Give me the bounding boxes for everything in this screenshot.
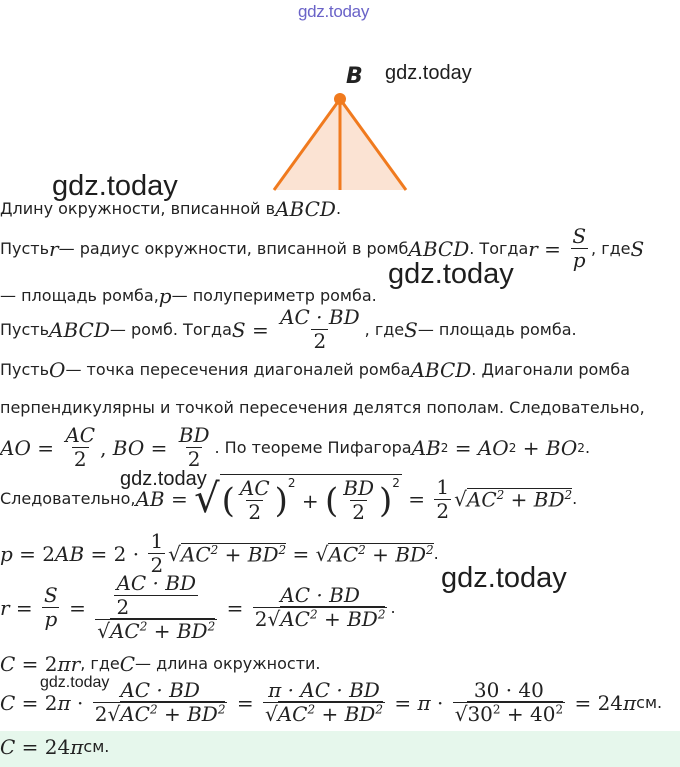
line-10: r = $\frac{S}{p}$ = $\frac{\frac{AC \cdot BD}{2}}{√AC^2 + BD^2}$ = $\frac{AC \cdot BD}{2√AC^2 + BD^2}$ . <box>0 571 396 643</box>
watermark: gdz.today <box>388 258 514 290</box>
line-6: перпендикулярны и точкой пересечения делятся пополам. Следовательно, <box>0 398 645 417</box>
line-1: Длину окружности, вписанной в ABCD . <box>0 197 342 221</box>
line-12: C = 2 π · $\frac{AC \cdot BD}{2√AC^2 + BD^2}$ = $\frac{\pi \cdot AC \cdot BD}{√AC^2 + BD^2}$ = π · $\frac{30 \cdot 40}{√30^2 + 40^2}$ = 24 π см. <box>0 678 663 726</box>
answer-line: C = 24 π см. <box>0 735 110 759</box>
line-5: Пусть O — точка пересечения диагоналей ромба ABCD . Диагонали ромба <box>0 358 631 382</box>
watermark: gdz.today <box>120 468 207 490</box>
line-8: Следовательно, AB = √ ( $\frac{AC}{2}$ ) $^2$ + ( $\frac{BD}{2}$ ) $^2$ = $\frac{1}{2}$ √ $AC^2 + BD^2$ . <box>0 474 578 524</box>
vertex-b-label: B <box>346 64 363 89</box>
rhombus-figure <box>260 55 420 195</box>
line-11: C = 2 πr , где C — длина окружности. <box>0 652 321 676</box>
line-7: AO = $\frac{AC}{2}$ , BO = $\frac{BD}{2}$ . По теореме Пифагора AB 2 = AO 2 + BO 2 . <box>0 423 591 471</box>
line-2: Пусть r — радиус окружности, вписанной в ромб ABCD . Тогда r = $\frac{S}{p}$ , где S <box>0 224 645 272</box>
watermark: gdz.today <box>441 562 567 594</box>
watermark: gdz.today <box>52 170 178 202</box>
watermark: gdz.today <box>40 674 110 691</box>
line-9: p = 2 AB = 2 · $\frac{1}{2}$ √ $AC^2 + BD^2$ = √ $AC^2 + BD^2$ . <box>0 529 439 577</box>
watermark-top: gdz.today <box>298 2 370 21</box>
line-4: Пусть ABCD — ромб. Тогда S = $\frac{AC \cdot BD}{2}$ , где S — площадь ромба. <box>0 305 577 353</box>
vertex-b-point <box>334 93 346 105</box>
line-3: — площадь ромба, p — полупериметр ромба. <box>0 284 377 308</box>
watermark: gdz.today <box>385 62 472 84</box>
